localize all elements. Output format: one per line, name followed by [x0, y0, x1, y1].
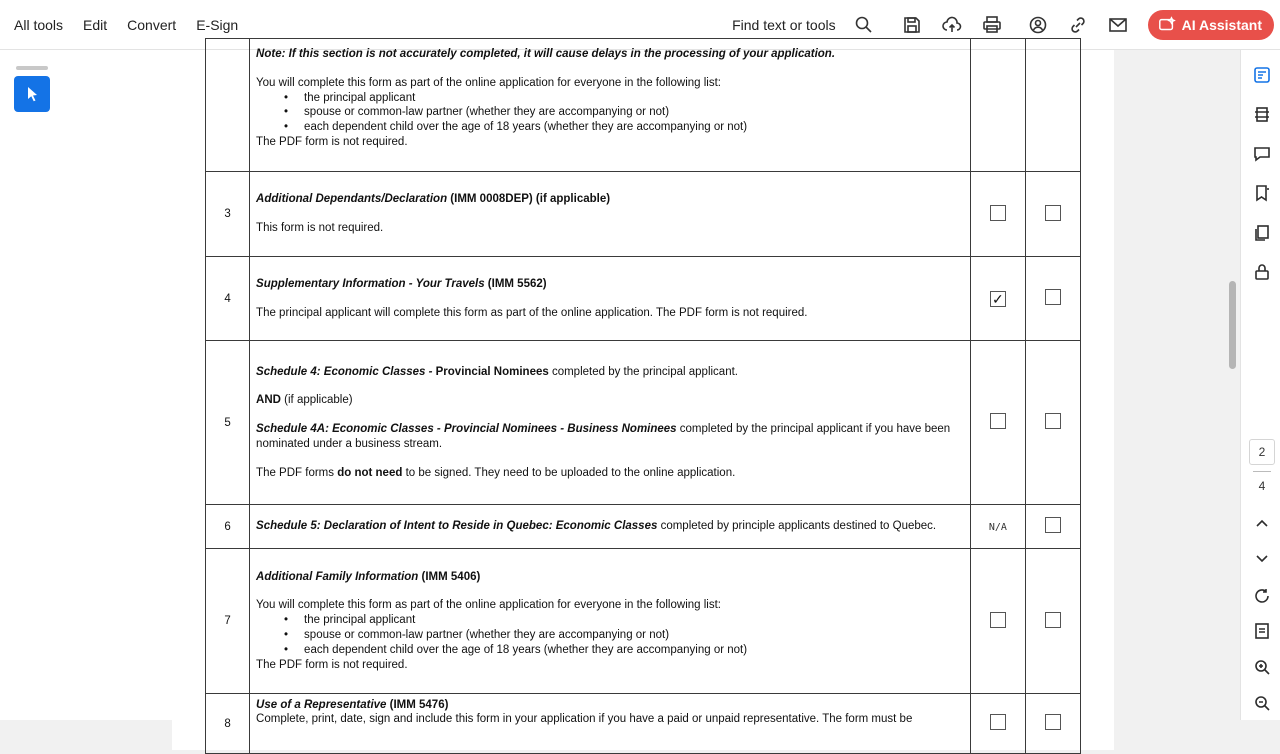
pdf-note-pre: The PDF forms	[256, 466, 338, 479]
menu-all-tools[interactable]: All tools	[14, 16, 64, 33]
document-viewport[interactable]	[172, 48, 1214, 730]
zoom-in-icon[interactable]	[1251, 656, 1273, 678]
row-number	[206, 39, 250, 172]
zoom-out-icon[interactable]	[1251, 692, 1273, 714]
form-code: (IMM 5562)	[484, 277, 547, 290]
table-row	[206, 39, 1081, 172]
schedule-4-title: Schedule 4: Economic Classes -	[256, 365, 436, 378]
applicant-list	[284, 91, 964, 135]
form-title: Additional Family Information	[256, 570, 419, 583]
checkbox-officer-use[interactable]	[1045, 714, 1061, 730]
scrollbar-thumb[interactable]	[1229, 281, 1236, 369]
row-intro: You will complete this form as part of the online application for everyone in the following list:	[256, 599, 721, 612]
not-applicable-label: N/A	[988, 521, 1007, 533]
form-title: Additional Dependants/Declaration	[256, 193, 448, 206]
table-row	[206, 505, 1081, 549]
print-icon[interactable]	[978, 11, 1006, 39]
edit-pdf-panel-icon[interactable]	[1251, 64, 1273, 86]
comment-icon[interactable]	[1251, 143, 1273, 165]
ai-assistant-button[interactable]	[1148, 10, 1274, 40]
menu-convert[interactable]: Convert	[127, 16, 177, 33]
form-code: (IMM 0008DEP) (if applicable)	[447, 193, 611, 206]
quick-tools-panel	[12, 62, 52, 162]
pdf-note-bold: do not need	[337, 466, 403, 479]
email-icon[interactable]	[1104, 11, 1132, 39]
table-row	[206, 694, 1081, 754]
and-label: AND	[256, 394, 281, 407]
row-intro: You will complete this form as part of the online application for everyone in the following list:	[256, 76, 721, 89]
document-checklist-table	[205, 38, 1081, 754]
schedule-4a-tail: completed by the principal applicant if you have been nominated under a business stream.	[256, 423, 951, 450]
list-item: • the principal applicant	[284, 613, 964, 628]
lock-icon[interactable]	[1251, 261, 1273, 283]
schedule-4a-title: Schedule 4A: Economic Classes - Provincial Nominees - Business Nominees	[256, 423, 677, 436]
form-title: Use of a Representative	[256, 699, 387, 711]
find-text-label[interactable]: Find text or tools	[732, 17, 836, 33]
schedule-4-tail: completed by the principal applicant.	[548, 365, 738, 378]
refresh-icon[interactable]	[1251, 585, 1273, 607]
and-tail: (if applicable)	[280, 394, 353, 407]
table-row	[206, 549, 1081, 694]
row-body: The principal applicant will complete this form as part of the online application. The PDF form is not required.	[256, 306, 808, 319]
list-item: • each dependent child over the age of 18 years (whether they are accompanying or not)	[284, 643, 964, 658]
total-page-count: 4	[1258, 479, 1266, 493]
cursor-arrow-icon	[23, 85, 41, 103]
table-row	[206, 257, 1081, 341]
page-divider	[1253, 471, 1271, 472]
checkbox-officer-use[interactable]	[1045, 205, 1061, 221]
row-footer: The PDF form is not required.	[256, 135, 408, 148]
schedule-5-title: Schedule 5: Declaration of Intent to Reside in Quebec: Economic Classes	[256, 520, 658, 533]
section-note: Note: If this section is not accurately completed, it will cause delays in the processing of your application.	[256, 48, 836, 60]
checkbox-included[interactable]	[990, 612, 1006, 628]
table-row	[206, 172, 1081, 257]
panel-drag-handle[interactable]	[16, 66, 48, 70]
checkbox-included[interactable]	[990, 413, 1006, 429]
checkbox-officer-use[interactable]	[1045, 517, 1061, 533]
form-code: (IMM 5406)	[418, 570, 481, 583]
pdf-page	[172, 50, 1114, 750]
current-page-number[interactable]: 2	[1249, 439, 1275, 465]
ai-sparkle-icon	[1158, 16, 1176, 34]
row-footer: The PDF form is not required.	[256, 658, 408, 671]
form-code: (IMM 5476)	[386, 699, 449, 711]
ai-assistant-label: AI Assistant	[1181, 17, 1262, 33]
table-row	[206, 341, 1081, 505]
page-up-icon[interactable]	[1251, 513, 1273, 535]
left-tool-rail	[0, 50, 172, 720]
row-number: 3	[206, 172, 250, 257]
checkbox-included[interactable]	[990, 205, 1006, 221]
schedule-4-stream: Provincial Nominees	[435, 365, 549, 378]
link-icon[interactable]	[1064, 11, 1092, 39]
row-number: 4	[206, 257, 250, 341]
row-number: 6	[206, 505, 250, 549]
list-item: • each dependent child over the age of 18 years (whether they are accompanying or not)	[284, 120, 964, 135]
row-body: Complete, print, date, sign and include this form in your application if you have a paid or unpaid representative. The form must be	[256, 713, 913, 725]
schedule-5-tail: completed by principle applicants destined to Quebec.	[657, 520, 937, 533]
right-tool-rail	[1240, 50, 1280, 720]
checkbox-officer-use[interactable]	[1045, 612, 1061, 628]
list-item: • spouse or common-law partner (whether they are accompanying or not)	[284, 105, 964, 120]
pdf-note-post: to be signed. They need to be uploaded to the online application.	[402, 466, 736, 479]
list-item: • the principal applicant	[284, 91, 964, 106]
vertical-scrollbar[interactable]	[1226, 50, 1240, 720]
checkbox-officer-use[interactable]	[1045, 413, 1061, 429]
row-number: 5	[206, 341, 250, 505]
bookmark-icon[interactable]	[1251, 182, 1273, 204]
checkbox-officer-use[interactable]	[1045, 289, 1061, 305]
row-body: This form is not required.	[256, 222, 384, 234]
page-down-icon[interactable]	[1251, 547, 1273, 569]
pages-icon[interactable]	[1251, 222, 1273, 244]
share-user-icon[interactable]	[1024, 11, 1052, 39]
list-item: • spouse or common-law partner (whether they are accompanying or not)	[284, 628, 964, 643]
form-title: Supplementary Information - Your Travels	[256, 277, 485, 290]
menu-e-sign[interactable]: E-Sign	[196, 16, 239, 33]
save-icon[interactable]	[898, 11, 926, 39]
select-tool-button[interactable]	[14, 76, 50, 112]
row-number: 8	[206, 694, 250, 754]
menu-edit[interactable]: Edit	[83, 16, 108, 33]
page-fit-icon[interactable]	[1251, 620, 1273, 642]
scan-ocr-icon[interactable]	[1251, 104, 1273, 126]
checkbox-included[interactable]	[990, 714, 1006, 730]
cloud-upload-icon[interactable]	[938, 11, 966, 39]
search-icon[interactable]	[850, 11, 878, 39]
applicant-list	[284, 613, 964, 657]
checkbox-included[interactable]: ✓	[990, 291, 1006, 307]
row-number: 7	[206, 549, 250, 694]
